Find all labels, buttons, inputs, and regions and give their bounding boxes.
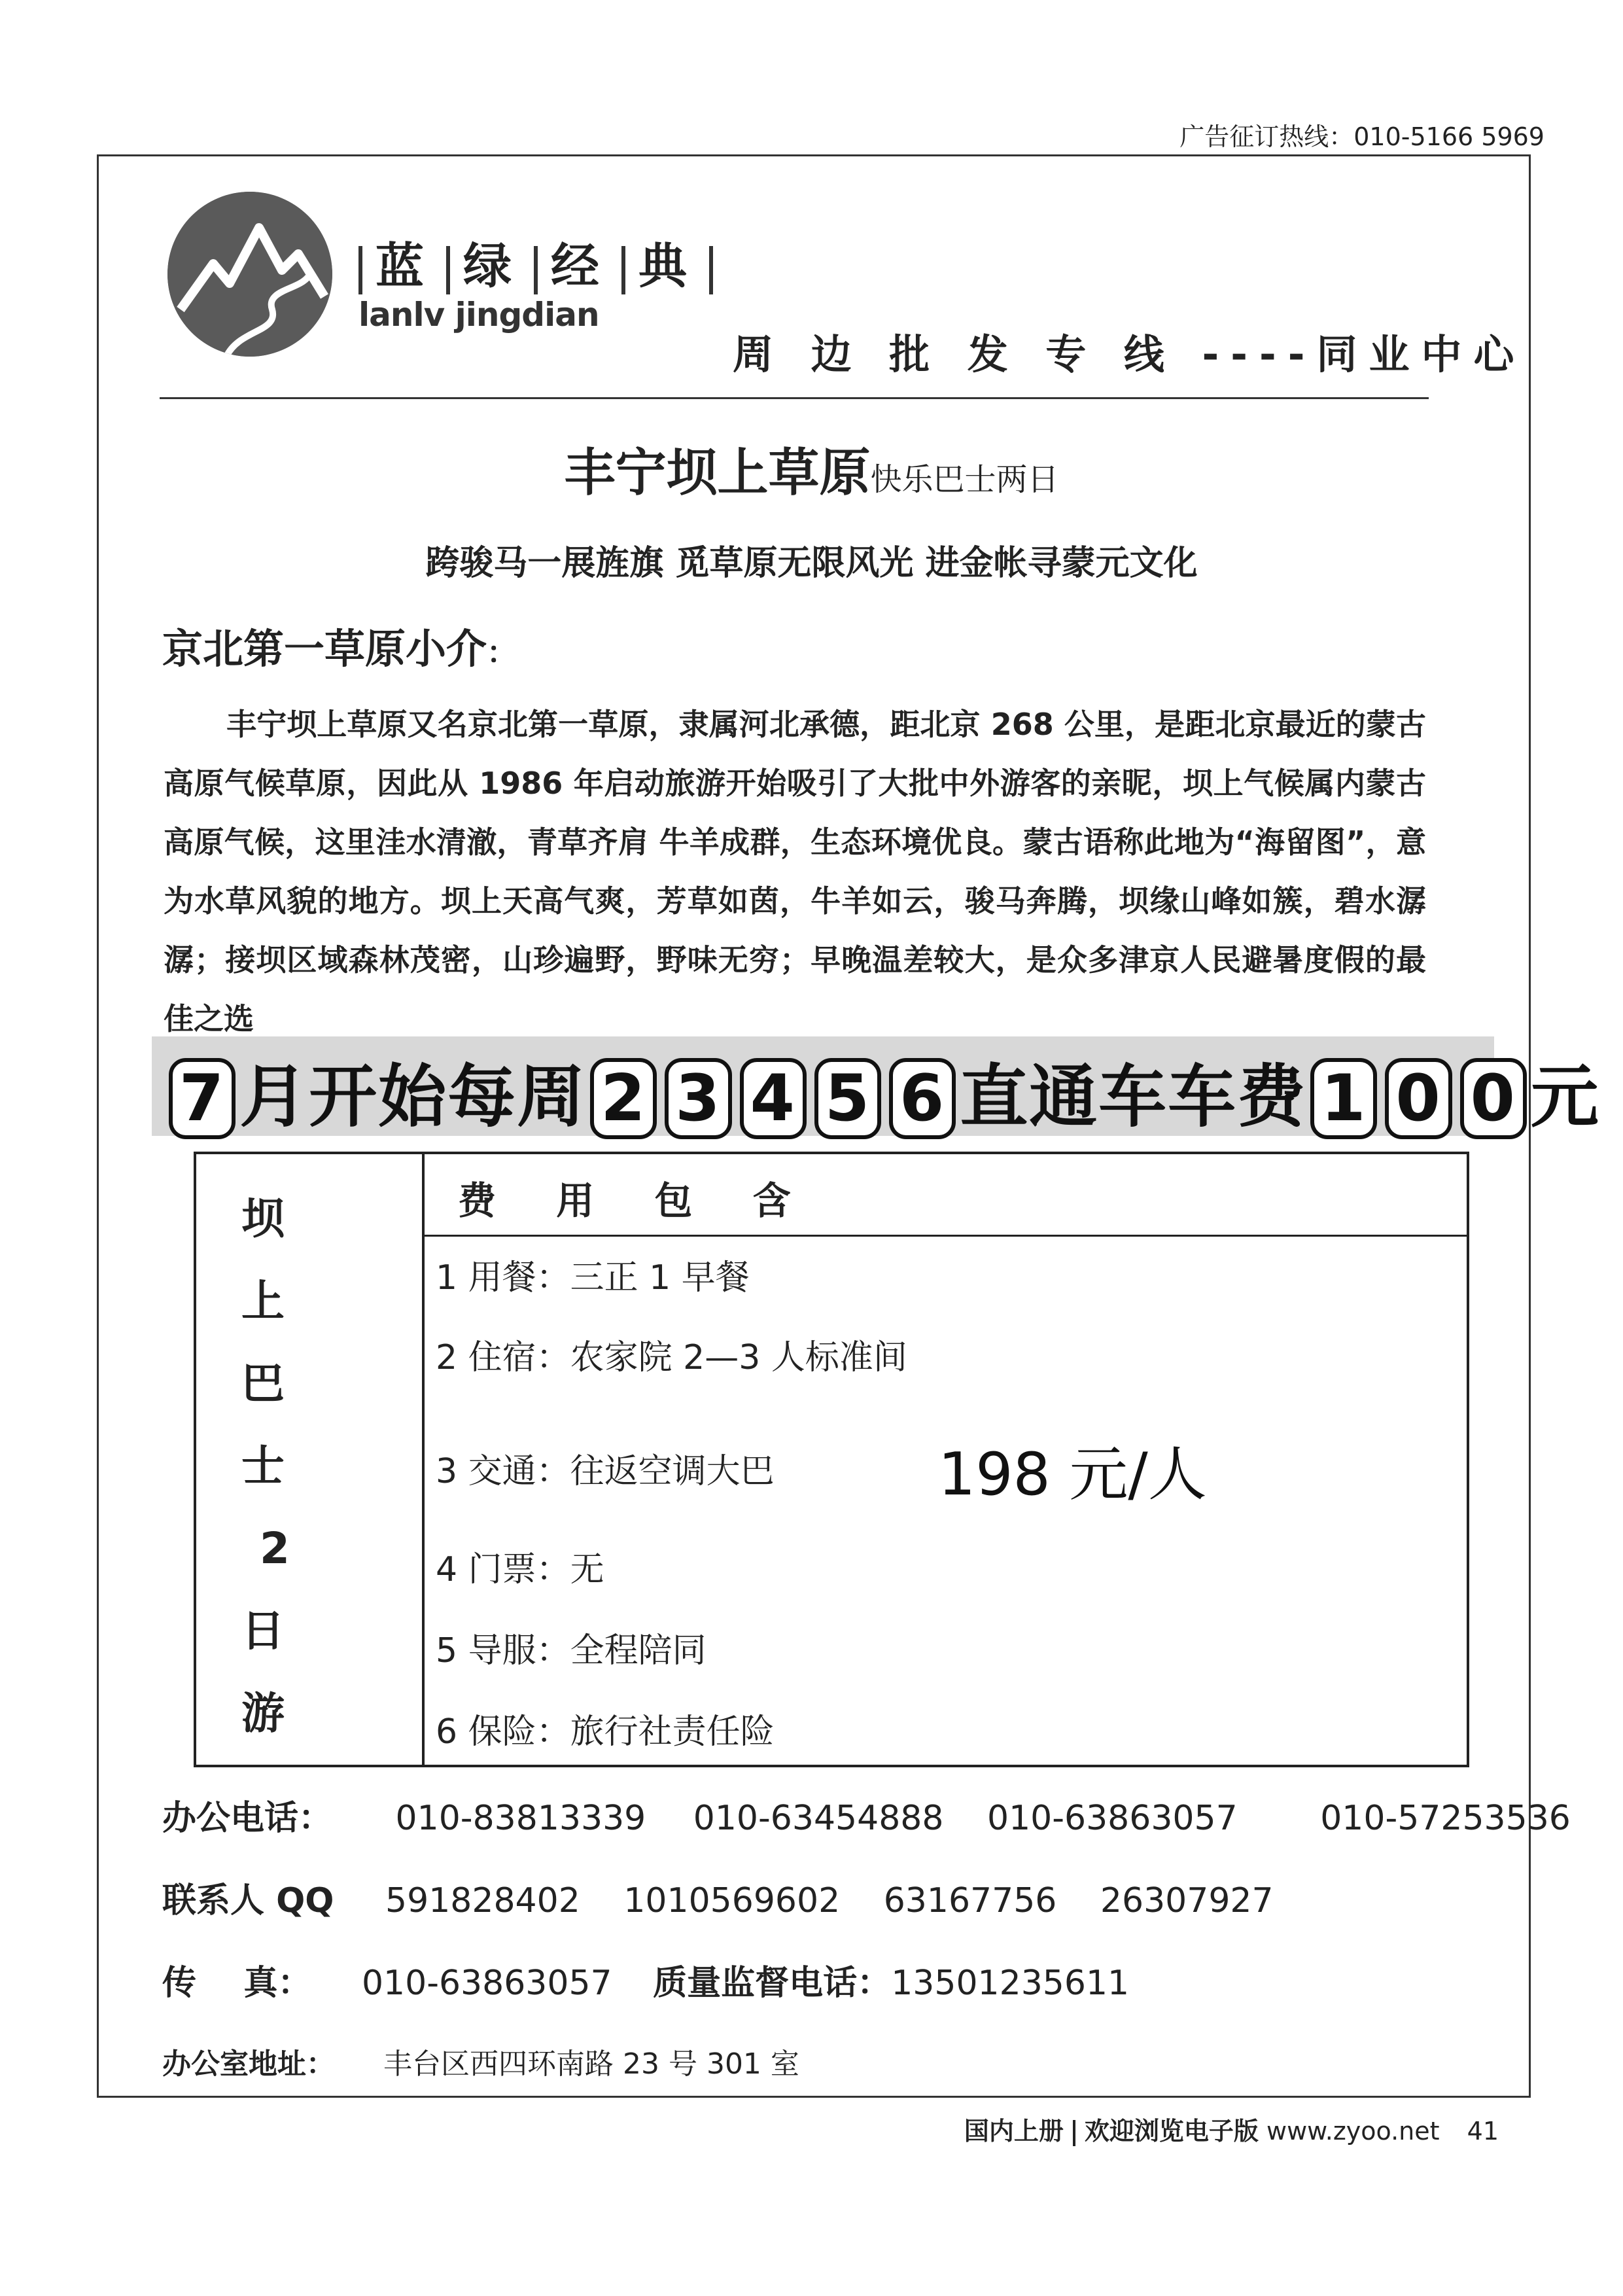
- ad-hotline: 广告征订热线：010-5166 5969: [1179, 122, 1544, 151]
- package-vertical-title: 坝 上 巴 士 2 日 游: [241, 1193, 290, 1739]
- title-main: 丰宁坝上草原: [564, 444, 871, 503]
- contact-qq: 联系人 QQ 591828402 1010569602 63167756 26307927: [162, 1881, 1274, 1920]
- table-header-divider: [422, 1235, 1469, 1237]
- table-divider: [422, 1152, 425, 1767]
- banner-digit: 0: [1385, 1058, 1452, 1139]
- banner-digit: 0: [1460, 1058, 1527, 1139]
- page-number: 41: [1467, 2117, 1499, 2146]
- page-title: [0, 432, 1623, 505]
- banner-digit: 1: [1310, 1058, 1377, 1139]
- banner-digit: 4: [740, 1058, 807, 1139]
- title-sub: 快乐巴士两日: [870, 461, 1059, 498]
- office-phones: 办公电话： 010-83813339 010-63454888 010-63863057 010-57253536: [162, 1799, 1571, 1838]
- intro-paragraph: 丰宁坝上草原又名京北第一草原，隶属河北承德，距北京 268 公里，是距北京最近的蒙古高原气候草原，因此从 1986 年启动旅游开始吸引了大批中外游客的亲昵，坝上气候属内蒙古高原气候，这里洼水清澈，青草齐肩 牛羊成群，生态环境优良。蒙古语称此地为“海留图”，意为水草风貌的地方。坝上天高气爽，芳草如茵，牛羊如云，骏马奔腾，坝缘山峰如簇，碧水潺潺；接坝区域森林茂密，山珍遍野，野味无穷；早晚温差较大，是众多津京人民避暑度假的最佳之选: [164, 707, 1426, 1036]
- office-address: 办公室地址： 丰台区西四环南路 23 号 301 室: [162, 2047, 799, 2081]
- logo-chinese: 蓝 绿 经 典: [358, 228, 726, 297]
- banner-digit: 6: [889, 1058, 956, 1139]
- include-item: 2 住宿：农家院 2—3 人标准间: [436, 1338, 907, 1377]
- include-item: 3 交通：往返空调大巴: [436, 1452, 775, 1491]
- package-table: [194, 1152, 1469, 1767]
- wholesale-line: 周 边 批 发 专 线 ----同业中心: [733, 330, 1526, 378]
- include-item: 4 门票：无: [436, 1550, 604, 1589]
- fax-and-quality: 传 真： 010-63863057 质量监督电话：13501235611: [162, 1964, 1130, 2003]
- site-link[interactable]: www.zyoo.net: [1266, 2117, 1440, 2146]
- include-item: 6 保险：旅行社责任险: [436, 1712, 775, 1752]
- page-footer: 国内上册 欢迎浏览电子版 www.zyoo.net 41: [964, 2117, 1499, 2146]
- package-price: 198 元/人: [938, 1440, 1207, 1509]
- header-divider: [160, 397, 1429, 399]
- banner-digit: 3: [665, 1058, 731, 1139]
- intro-heading: 京北第一草原小介：: [162, 625, 517, 673]
- slogan: 跨骏马一展旌旗 觅草原无限风光 进金帐寻蒙元文化: [425, 544, 1198, 583]
- include-item: 1 用餐：三正 1 早餐: [436, 1258, 750, 1298]
- banner-digit: 5: [814, 1058, 881, 1139]
- promo-banner: 7 月开始每周 2 3 4 5 6 直通车车费 1 0 0 元: [165, 1042, 1600, 1140]
- banner-digit: 7: [169, 1058, 236, 1139]
- include-item: 5 导服：全程陪同: [436, 1631, 707, 1670]
- logo-english: lanlv jingdian: [358, 296, 599, 334]
- logo-mountain-icon: [167, 192, 332, 357]
- banner-digit: 2: [590, 1058, 657, 1139]
- includes-header: 费 用 包 含: [458, 1178, 814, 1223]
